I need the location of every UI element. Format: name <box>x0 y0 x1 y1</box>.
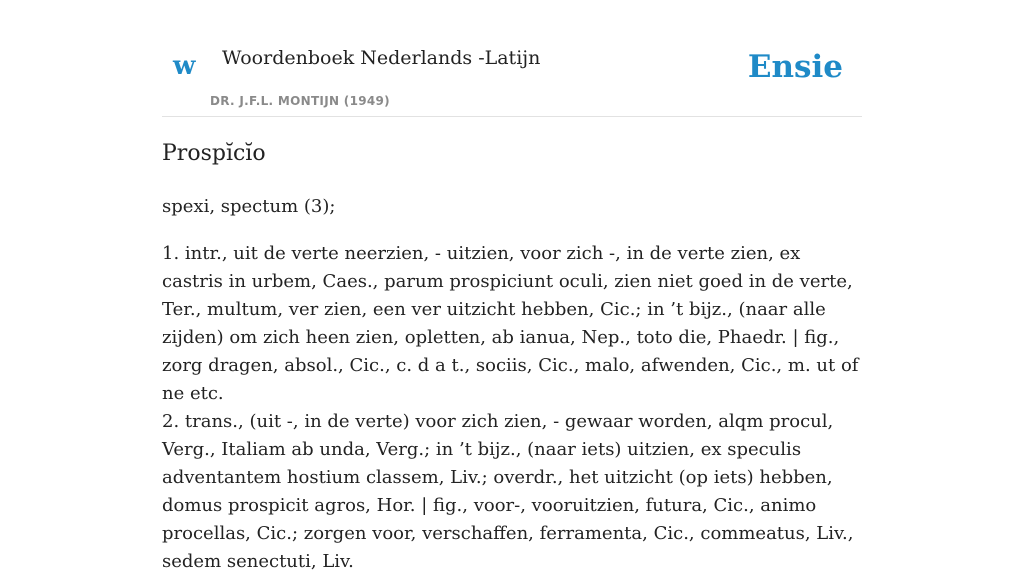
entry-sense-1: 1. intr., uit de verte neerzien, - uitzien, voor zich -, in de verte zien, ex castris in urbem, Caes., parum prospiciunt oculi, zien niet goed in de verte, Ter., multum, ver zien, een ver uitzicht hebben, Cic.; in ’t bijz., (naar alle zijden) om zich heen zien, opletten, ab ianua, Nep., toto die, Phaedr. | fig., zorg dragen, absol., Cic., c. d a t., sociis, Cic., malo, afwenden, Cic., m. ut of ne etc. <box>162 243 859 404</box>
site-logo-icon[interactable]: w <box>173 51 196 81</box>
dictionary-title[interactable]: Woordenboek Nederlands -Latijn <box>222 47 541 69</box>
entry-sense-2: 2. trans., (uit -, in de verte) voor zich zien, - gewaar worden, alqm procul, Verg., Italiam ab unda, Verg.; in ’t bijz., (naar iets) uitzien, ex speculis adventantem hostium classem, Liv.; overdr., het uitzicht (op iets) hebben, domus prospicit agros, Hor. | fig., voor-, vooruitzien, futura, Cic., animo procellas, Cic.; zorgen voor, verschaffen, ferramenta, Cic., commeatus, Liv., sedem senectuti, Liv. <box>162 411 854 572</box>
page-header <box>162 0 862 117</box>
entry-forms: spexi, spectum (3); <box>162 196 336 217</box>
entry-headword: Prospĭcĭo <box>162 141 266 166</box>
dictionary-author: DR. J.F.L. MONTIJN (1949) <box>210 94 390 108</box>
entry-body <box>162 193 862 576</box>
brand-logo[interactable]: Ensie <box>747 49 843 85</box>
